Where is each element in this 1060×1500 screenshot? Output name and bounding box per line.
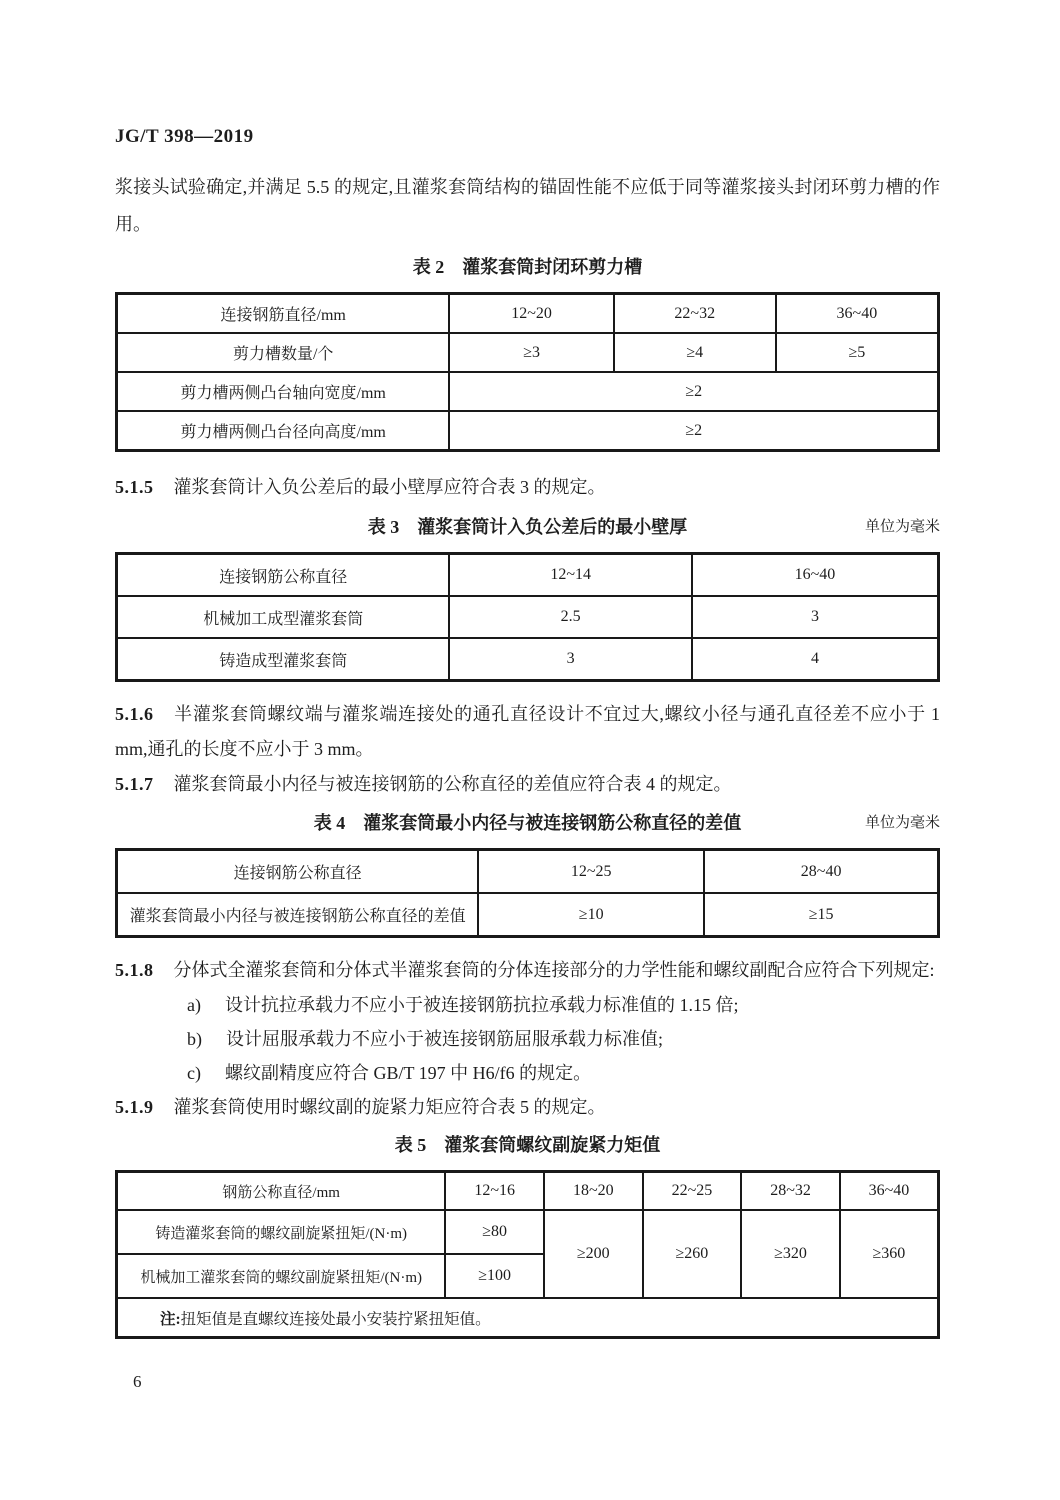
- table3-caption: [115, 515, 940, 539]
- row-label: 连接钢筋公称直径: [117, 554, 450, 597]
- clause-number: 5.1.8: [115, 960, 154, 980]
- item-marker: c): [187, 1063, 201, 1083]
- clause-number: 5.1.6: [115, 704, 154, 724]
- item-text: 设计抗拉承载力不应小于被连接钢筋抗拉承载力标准值的 1.15 倍;: [224, 995, 739, 1015]
- table-row: [117, 333, 939, 372]
- row-label: 铸造灌浆套筒的螺纹副旋紧扭矩/(N·m): [117, 1210, 446, 1254]
- table-row: [117, 411, 939, 451]
- row-label: 剪力槽两侧凸台轴向宽度/mm: [117, 372, 450, 411]
- cell-value: ≥260: [643, 1210, 742, 1298]
- row-label: 机械加工成型灌浆套筒: [117, 596, 450, 638]
- clause-text: 半灌浆套筒螺纹端与灌浆端连接处的通孔直径设计不宜过大,螺纹小径与通孔直径差不应小于 1 mm,通孔的长度不应小于 3 mm。: [115, 704, 940, 759]
- item-marker: a): [187, 995, 201, 1015]
- clause-text: 灌浆套筒使用时螺纹副的旋紧力矩应符合表 5 的规定。: [173, 1097, 606, 1117]
- cell-value: 22~32: [614, 294, 776, 334]
- cell-value: 16~40: [692, 554, 939, 597]
- cell-value: 12~20: [449, 294, 613, 334]
- table-row: [117, 596, 939, 638]
- item-text: 设计屈服承载力不应小于被连接钢筋屈服承载力标准值;: [226, 1029, 663, 1049]
- cell-value: 18~20: [544, 1172, 643, 1211]
- cell-value: ≥4: [614, 333, 776, 372]
- table4: [115, 848, 940, 938]
- table4-title: 表 4 灌浆套筒最小内径与被连接钢筋公称直径的差值: [313, 813, 742, 833]
- row-label: 剪力槽数量/个: [117, 333, 450, 372]
- cell-value: 3: [449, 638, 691, 681]
- cell-value: ≥360: [840, 1210, 939, 1298]
- row-label: 铸造成型灌浆套筒: [117, 638, 450, 681]
- cell-value: ≥3: [449, 333, 613, 372]
- row-label: 钢筋公称直径/mm: [117, 1172, 446, 1211]
- cell-value: 2.5: [449, 596, 691, 638]
- table4-unit-note: 单位为毫米: [864, 815, 940, 831]
- cell-value: 28~40: [704, 850, 938, 894]
- note-text: 扭矩值是直螺纹连接处最小安装拧紧扭矩值。: [180, 1310, 491, 1328]
- list-item-b: [115, 1022, 940, 1056]
- clause-text: 灌浆套筒计入负公差后的最小壁厚应符合表 3 的规定。: [173, 477, 606, 497]
- cell-value: 3: [692, 596, 939, 638]
- note-label: 注:: [160, 1310, 181, 1328]
- row-label: 连接钢筋直径/mm: [117, 294, 450, 334]
- table3: [115, 552, 940, 682]
- cell-value: 36~40: [840, 1172, 939, 1211]
- item-marker: b): [187, 1029, 202, 1049]
- clause-5-1-5: [115, 470, 940, 505]
- cell-value: 28~32: [741, 1172, 840, 1211]
- cell-value: ≥10: [478, 893, 704, 937]
- table3-title: 表 3 灌浆套筒计入负公差后的最小壁厚: [367, 517, 688, 537]
- table-row: [117, 1210, 939, 1254]
- row-label: 剪力槽两侧凸台径向高度/mm: [117, 411, 450, 451]
- clause-text: 分体式全灌浆套筒和分体式半灌浆套筒的分体连接部分的力学性能和螺纹副配合应符合下列规定:: [173, 960, 935, 980]
- table5-caption: [115, 1133, 940, 1157]
- table-row: [117, 294, 939, 334]
- table-row: [117, 893, 939, 937]
- table-row: [117, 1172, 939, 1211]
- cell-value: 12~25: [478, 850, 704, 894]
- row-label: 连接钢筋公称直径: [117, 850, 479, 894]
- cell-value: ≥100: [445, 1254, 544, 1298]
- clause-5-1-8: [115, 953, 940, 988]
- page-number: 6: [133, 1372, 142, 1391]
- table2-caption: [115, 255, 940, 279]
- cell-value: ≥15: [704, 893, 938, 937]
- cell-value: ≥200: [544, 1210, 643, 1298]
- cell-value: 36~40: [776, 294, 939, 334]
- clause-5-1-7: [115, 767, 940, 802]
- cell-value: ≥2: [449, 411, 938, 451]
- cell-value: ≥320: [741, 1210, 840, 1298]
- table4-caption: [115, 811, 940, 835]
- cell-value: ≥2: [449, 372, 938, 411]
- item-text: 螺纹副精度应符合 GB/T 197 中 H6/f6 的规定。: [224, 1063, 592, 1083]
- cell-value: 12~16: [445, 1172, 544, 1211]
- table-row: [117, 850, 939, 894]
- table2-title: 表 2 灌浆套筒封闭环剪力槽: [412, 257, 643, 277]
- table-row: [117, 638, 939, 681]
- table-note: [117, 1298, 939, 1338]
- table2: [115, 292, 940, 452]
- table3-unit-note: 单位为毫米: [864, 519, 940, 535]
- intro-paragraph: 浆接头试验确定,并满足 5.5 的规定,且灌浆套筒结构的锚固性能不应低于同等灌浆接头封闭环剪力槽的作用。: [115, 177, 940, 234]
- table-row: [117, 1298, 939, 1338]
- cell-value: ≥80: [445, 1210, 544, 1254]
- row-label: 机械加工灌浆套筒的螺纹副旋紧扭矩/(N·m): [117, 1254, 446, 1298]
- list-item-a: [115, 988, 940, 1022]
- table5: [115, 1170, 940, 1339]
- clause-5-1-9: [115, 1090, 940, 1125]
- page-content: [115, 0, 940, 1339]
- clause-number: 5.1.7: [115, 774, 154, 794]
- clause-text: 灌浆套筒最小内径与被连接钢筋的公称直径的差值应符合表 4 的规定。: [173, 774, 732, 794]
- clause-number: 5.1.5: [115, 477, 154, 497]
- table-row: [117, 554, 939, 597]
- cell-value: 4: [692, 638, 939, 681]
- cell-value: ≥5: [776, 333, 939, 372]
- clause-5-1-6: [115, 697, 940, 767]
- clause-number: 5.1.9: [115, 1097, 154, 1117]
- cell-value: 22~25: [643, 1172, 742, 1211]
- standard-code-header: JG/T 398—2019: [115, 126, 254, 147]
- list-item-c: [115, 1056, 940, 1090]
- cell-value: 12~14: [449, 554, 691, 597]
- table5-title: 表 5 灌浆套筒螺纹副旋紧力矩值: [394, 1135, 661, 1155]
- table-row: [117, 372, 939, 411]
- row-label: 灌浆套筒最小内径与被连接钢筋公称直径的差值: [117, 893, 479, 937]
